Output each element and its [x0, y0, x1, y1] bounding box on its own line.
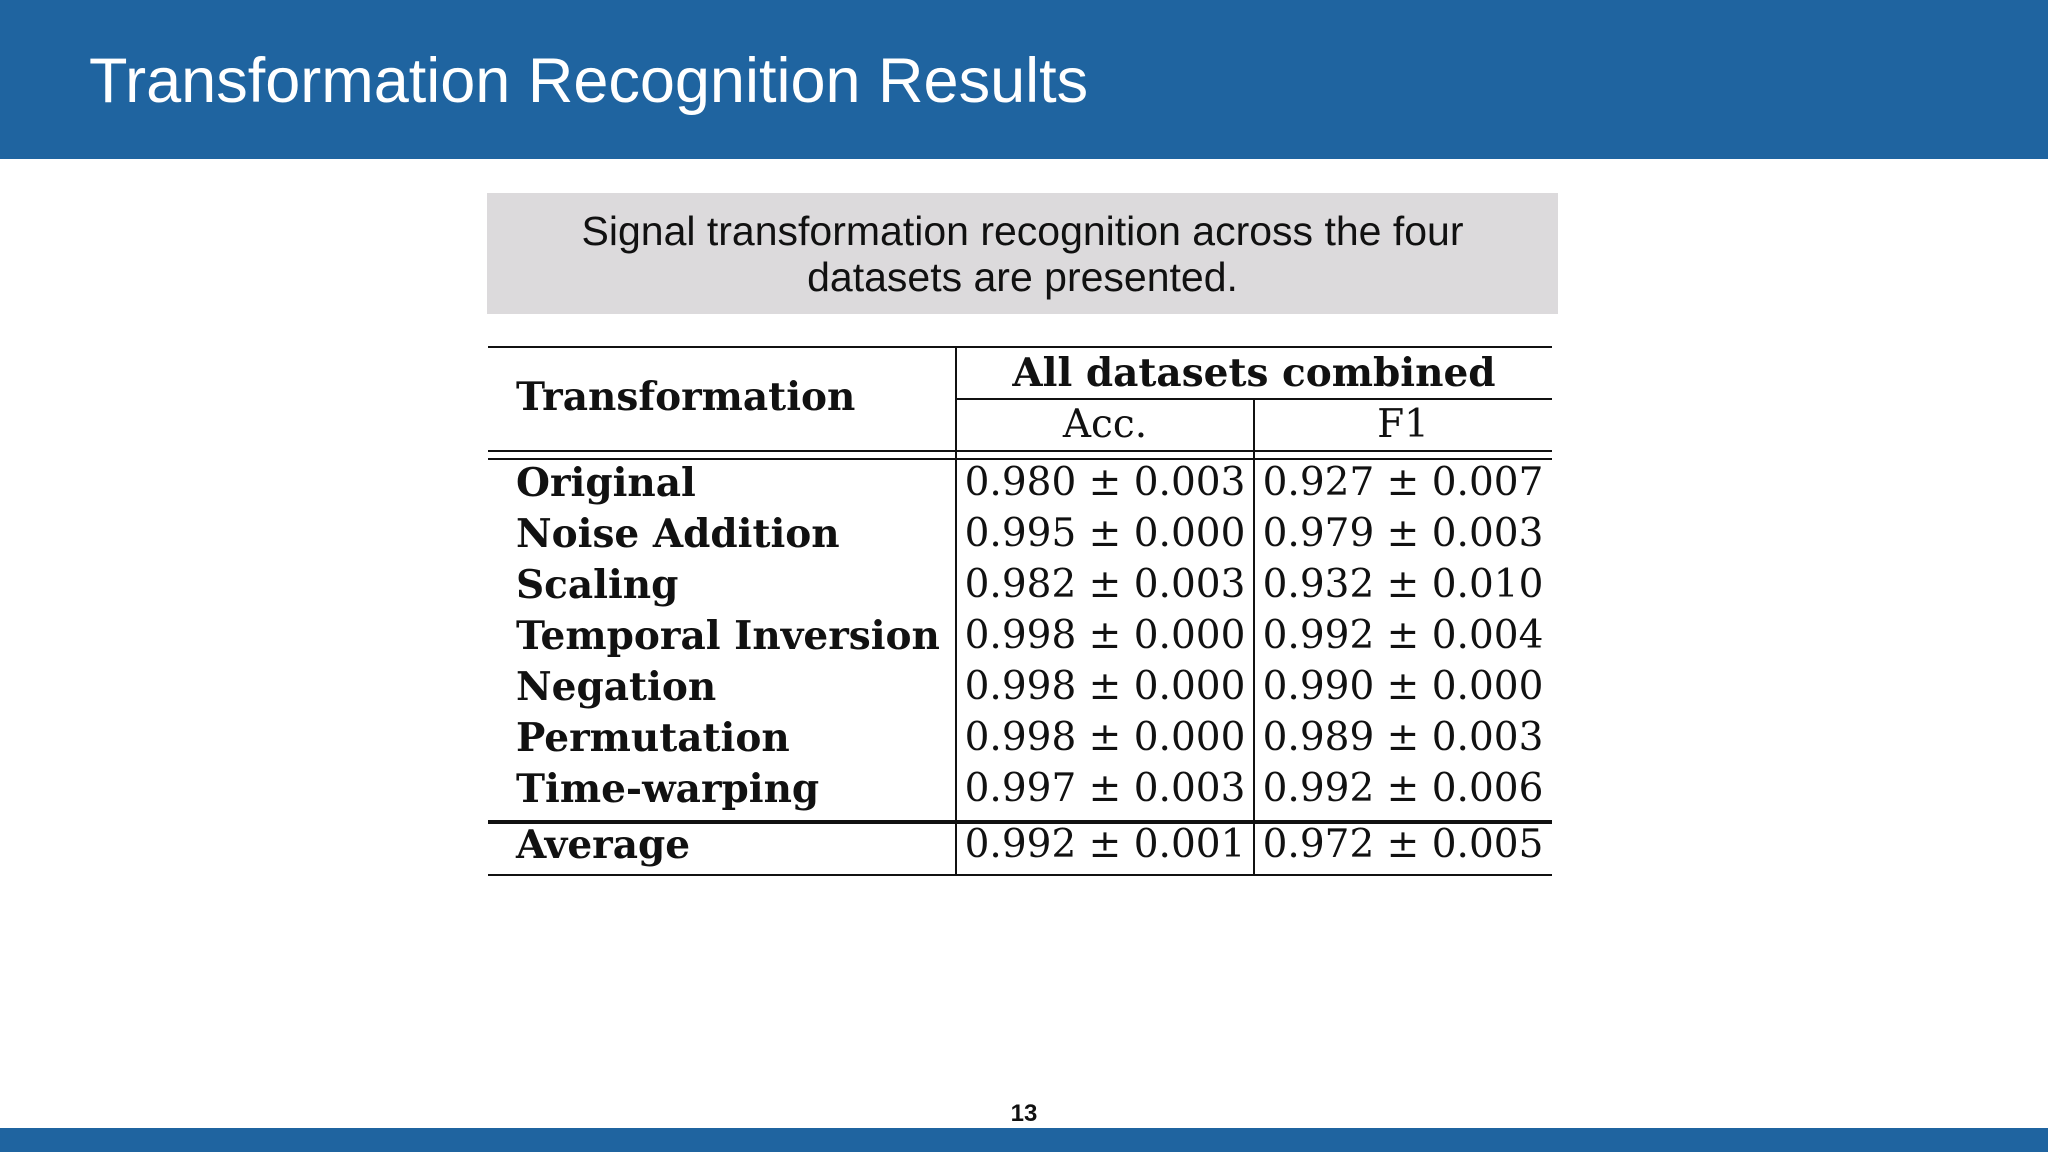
caption-text: Signal transformation recognition across the four datasets are presented. — [581, 207, 1464, 300]
transformation-name: Time-warping — [516, 766, 820, 812]
transformation-name: Noise Addition — [516, 511, 840, 557]
f1-value: 0.989 ± 0.003 — [1262, 715, 1544, 760]
page-number: 13 — [1010, 1100, 1038, 1127]
acc-value: 0.998 ± 0.000 — [964, 613, 1246, 658]
transformation-name: Temporal Inversion — [516, 613, 940, 659]
f1-value: 0.927 ± 0.007 — [1262, 460, 1544, 505]
row-header: Transformation — [516, 374, 856, 420]
transformation-name: Scaling — [516, 562, 679, 608]
transformation-name: Original — [516, 460, 696, 506]
footer-bar — [0, 1128, 2048, 1152]
f1-value: 0.990 ± 0.000 — [1262, 664, 1544, 709]
table-bottom-rule — [488, 874, 1552, 876]
acc-value: 0.980 ± 0.003 — [964, 460, 1246, 505]
acc-value: 0.997 ± 0.003 — [964, 766, 1246, 811]
acc-value: 0.982 ± 0.003 — [964, 562, 1246, 607]
results-table — [488, 346, 1552, 877]
transformation-name: Negation — [516, 664, 717, 710]
caption-box — [487, 193, 1558, 314]
average-f1-value: 0.972 ± 0.005 — [1262, 822, 1544, 867]
f1-value: 0.992 ± 0.004 — [1262, 613, 1544, 658]
title-bar — [0, 0, 2048, 159]
average-acc-value: 0.992 ± 0.001 — [964, 822, 1246, 867]
f1-value: 0.979 ± 0.003 — [1262, 511, 1544, 556]
slide-title: Transformation Recognition Results — [89, 46, 1089, 116]
acc-value: 0.998 ± 0.000 — [964, 715, 1246, 760]
acc-value: 0.998 ± 0.000 — [964, 664, 1246, 709]
column-header-f1: F1 — [1377, 402, 1429, 447]
average-label: Average — [516, 822, 691, 868]
f1-value: 0.992 ± 0.006 — [1262, 766, 1544, 811]
acc-value: 0.995 ± 0.000 — [964, 511, 1246, 556]
group-header: All datasets combined — [1012, 350, 1496, 396]
header-rule-1 — [488, 450, 1552, 452]
column-header-acc: Acc. — [1062, 402, 1148, 447]
transformation-name: Permutation — [516, 715, 790, 761]
f1-value: 0.932 ± 0.010 — [1262, 562, 1544, 607]
